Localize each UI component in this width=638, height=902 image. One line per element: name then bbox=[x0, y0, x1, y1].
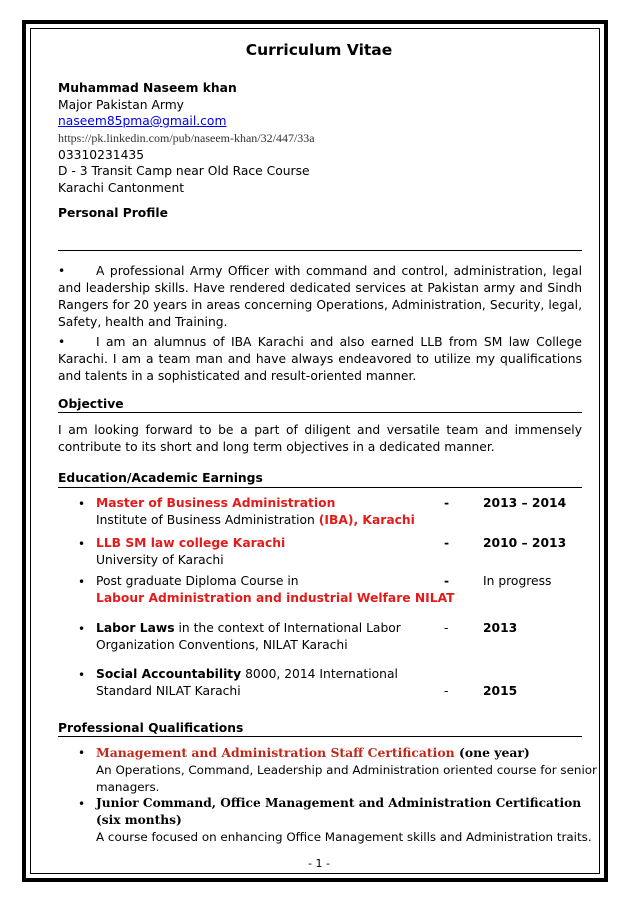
divider bbox=[58, 487, 582, 488]
qualification-title: (six months) bbox=[96, 813, 182, 827]
objective-text: I am looking forward to be a part of diligent and versatile team and immensely contribute to its short and long term objectives in a dedicated manner. bbox=[58, 423, 582, 454]
education-years: 2015 bbox=[483, 684, 518, 698]
linkedin-link[interactable]: https://pk.linkedin.com/pub/naseem-khan/32/447/33a bbox=[58, 131, 315, 145]
profile-item-text: A professional Army Officer with command and control, administration, legal and leadership skills. Have rendered dedicated services at Pakistan army and Sindh Rangers for 20 years in areas concerning Operations, Administration, Security, legal, Safety, health and Training. bbox=[58, 264, 582, 329]
education-institution: Organization Conventions, NILAT Karachi bbox=[96, 638, 348, 652]
bullet: • bbox=[78, 575, 86, 589]
education-title: Labor Laws in the context of International Labor bbox=[96, 621, 401, 635]
qualification-description: managers. bbox=[96, 780, 160, 794]
bullet: • bbox=[78, 746, 86, 760]
education-years: 2010 – 2013 bbox=[483, 536, 567, 550]
education-title: Master of Business Administration bbox=[96, 496, 336, 510]
email-link[interactable]: naseem85pma@gmail.com bbox=[58, 114, 227, 128]
rank: Major Pakistan Army bbox=[58, 98, 184, 112]
education-dash: - bbox=[444, 574, 450, 588]
divider bbox=[58, 250, 582, 251]
education-dash: - bbox=[444, 536, 450, 550]
bullet: • bbox=[78, 797, 86, 811]
education-institution: University of Karachi bbox=[96, 553, 224, 567]
bullet: • bbox=[78, 497, 86, 511]
education-title: LLB SM law college Karachi bbox=[96, 536, 286, 550]
divider bbox=[58, 412, 582, 413]
profile-item-text: I am an alumnus of IBA Karachi and also earned LLB from SM law College Karachi. I am a team man and have always endeavored to utilize my qualifications and talents in a sophisticated and result-oriented manner. bbox=[58, 335, 582, 383]
page-number: - 1 - bbox=[308, 857, 330, 870]
name: Muhammad Naseem khan bbox=[58, 81, 237, 95]
education-title: Post graduate Diploma Course in bbox=[96, 574, 299, 588]
education-years: 2013 bbox=[483, 621, 518, 635]
qualification-title: Junior Command, Office Management and Administration Certification bbox=[96, 796, 582, 810]
bullet: • bbox=[78, 668, 86, 682]
profile-item bbox=[58, 263, 582, 331]
divider bbox=[58, 736, 582, 737]
profile-item bbox=[58, 334, 582, 385]
section-heading-objective: Objective bbox=[58, 397, 124, 411]
phone: 03310231435 bbox=[58, 148, 145, 162]
document-title: Curriculum Vitae bbox=[245, 41, 393, 59]
section-heading-profile: Personal Profile bbox=[58, 206, 168, 220]
education-years: In progress bbox=[483, 574, 552, 588]
education-institution: Institute of Business Administration (IBA), Karachi bbox=[96, 513, 415, 527]
education-years: 2013 – 2014 bbox=[483, 496, 567, 510]
qualification-title: Management and Administration Staff Certification (one year) bbox=[96, 745, 530, 760]
section-heading-qualifications: Professional Qualifications bbox=[58, 721, 244, 735]
qualification-description: A course focused on enhancing Office Management skills and Administration traits. bbox=[96, 830, 592, 844]
education-dash: - bbox=[444, 684, 449, 698]
qualification-description: An Operations, Command, Leadership and Administration oriented course for senior bbox=[96, 763, 597, 777]
section-heading-education: Education/Academic Earnings bbox=[58, 471, 263, 485]
education-program: Labour Administration and industrial Welfare NILAT bbox=[96, 591, 455, 605]
education-title: Social Accountability 8000, 2014 International bbox=[96, 667, 398, 681]
bullet: • bbox=[58, 335, 66, 349]
address-line-1: D - 3 Transit Camp near Old Race Course bbox=[58, 164, 310, 178]
bullet: • bbox=[78, 622, 86, 636]
address-line-2: Karachi Cantonment bbox=[58, 181, 185, 195]
bullet: • bbox=[58, 264, 66, 278]
education-dash: - bbox=[444, 496, 450, 510]
bullet: • bbox=[78, 537, 86, 551]
education-dash: - bbox=[444, 621, 449, 635]
education-institution: Standard NILAT Karachi bbox=[96, 684, 241, 698]
